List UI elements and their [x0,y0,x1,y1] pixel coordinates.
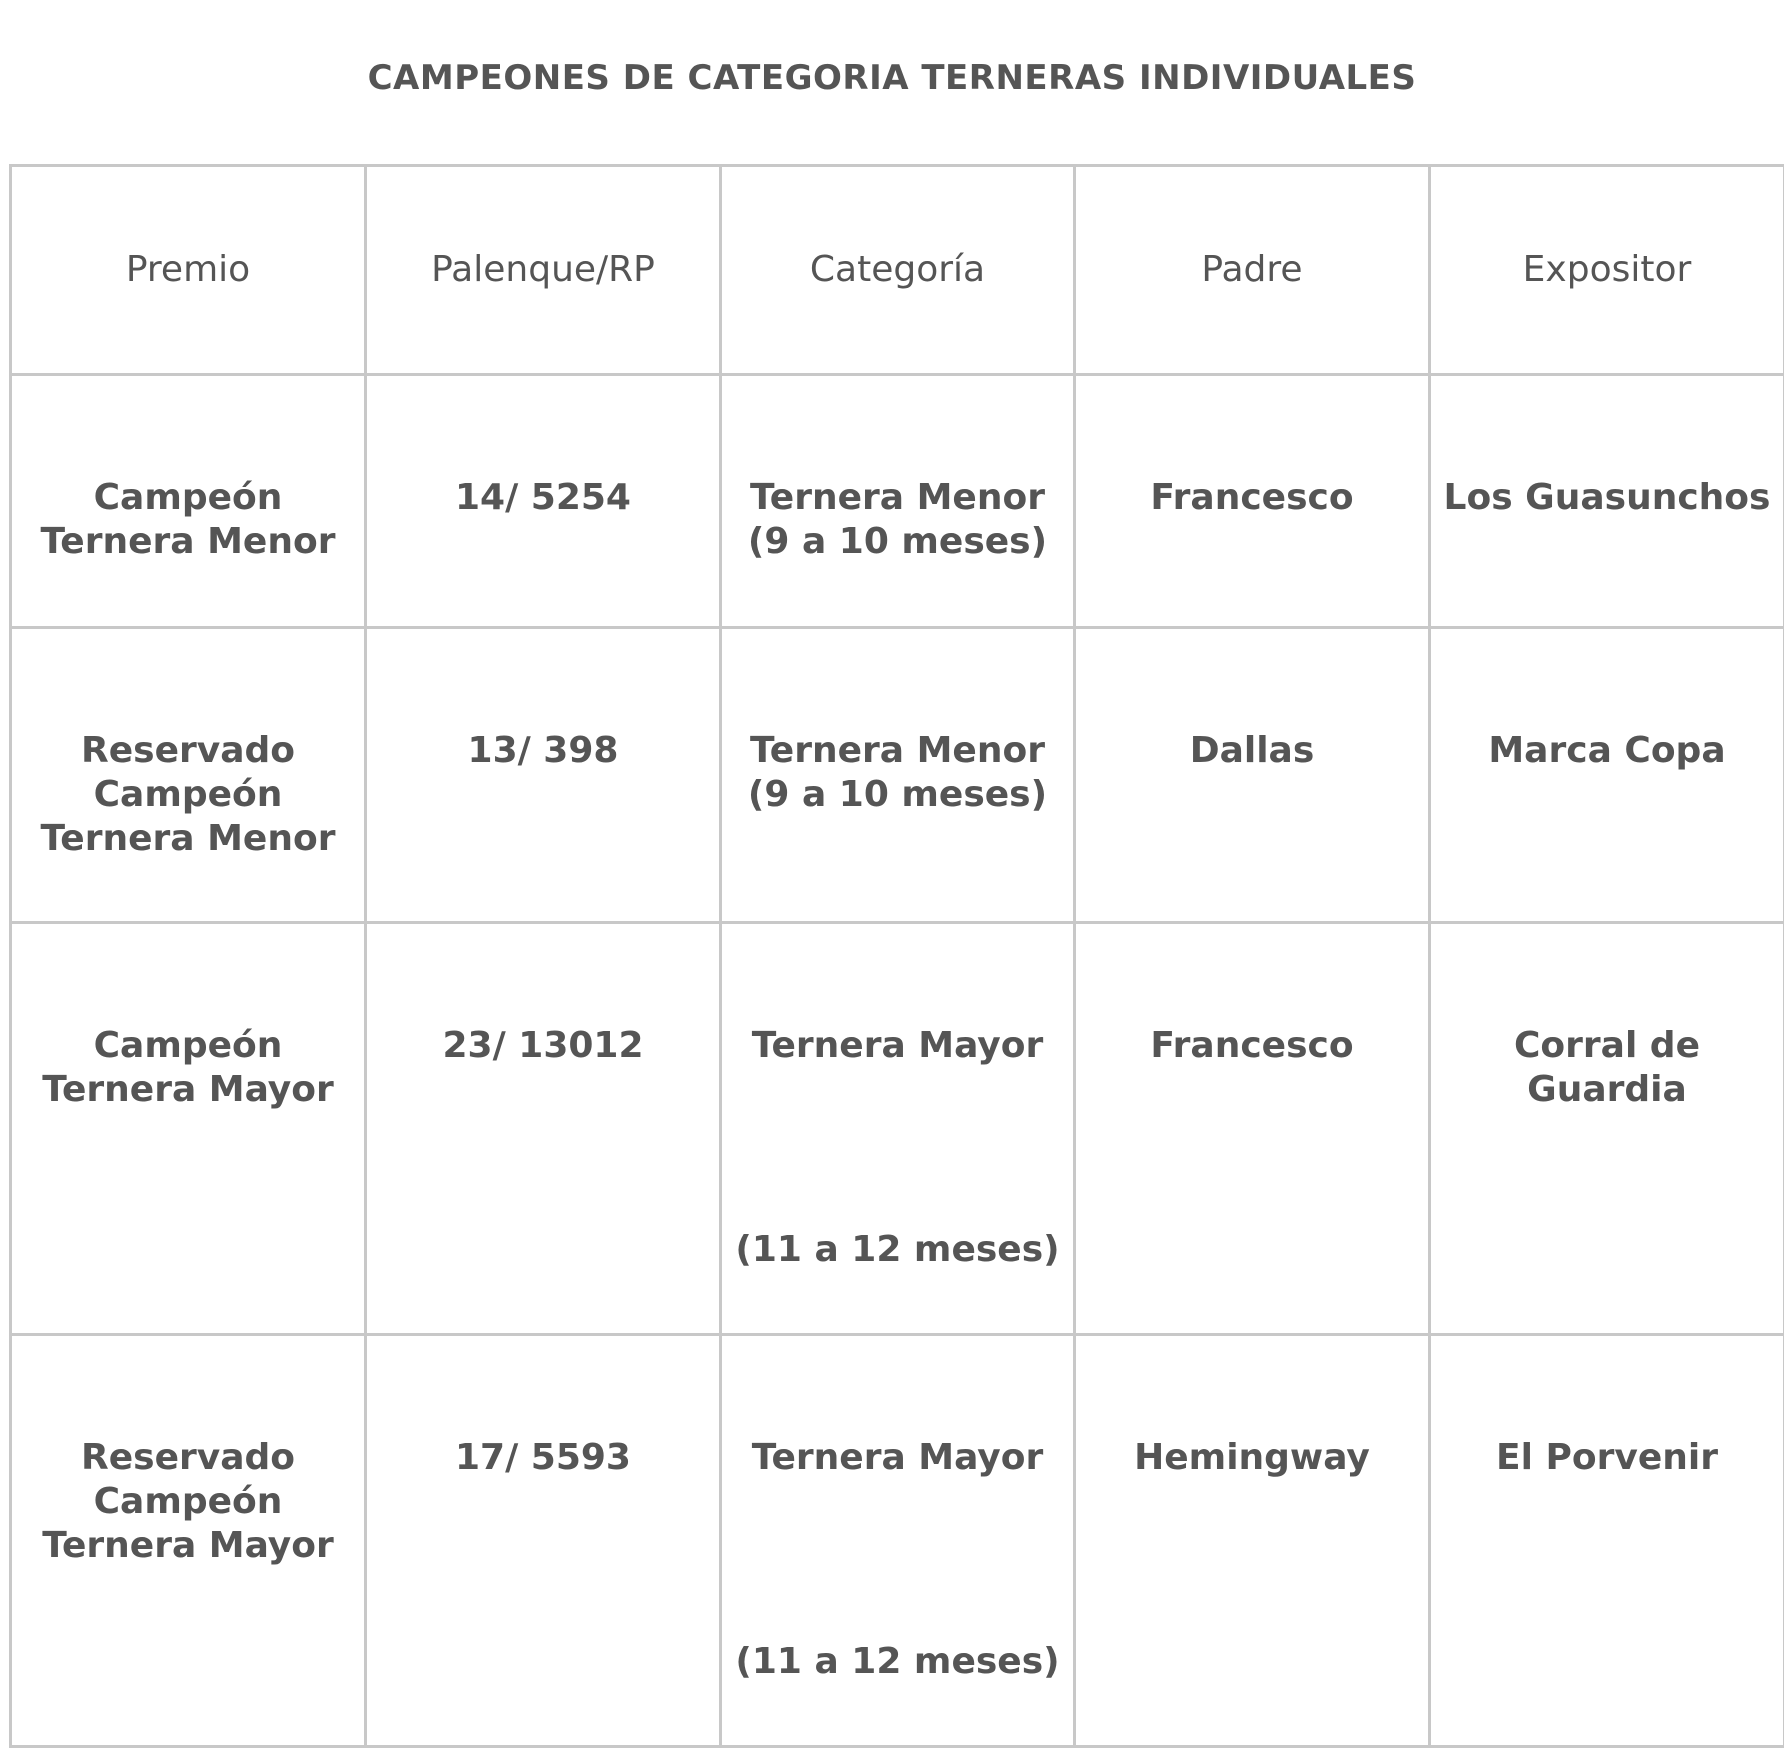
padre-value: Francesco [1150,1025,1354,1066]
cell-expositor [1430,628,1784,923]
categoria-line: Ternera Mayor [751,1025,1044,1066]
table-row [11,1335,1784,1747]
categoria-line: (11 a 12 meses) [735,1641,1060,1682]
cell-palenque [366,375,721,628]
cell-categoria [721,1335,1075,1747]
premio-line: Campeón [93,1481,283,1522]
palenque-value: 13/ 398 [467,730,619,771]
cell-categoria [721,923,1075,1335]
header-premio: Premio [11,166,366,375]
cell-expositor [1430,375,1784,628]
table-row [11,375,1784,628]
categoria-line: Ternera Mayor [751,1437,1044,1478]
palenque-value: 17/ 5593 [455,1437,631,1478]
cell-premio [11,1335,366,1747]
categoria-line: (9 a 10 meses) [747,521,1048,562]
padre-value: Hemingway [1134,1437,1370,1478]
page-title: CAMPEONES DE CATEGORIA TERNERAS INDIVIDUALES [367,58,1417,98]
premio-line: Campeón [93,1025,283,1066]
expositor-line: El Porvenir [1496,1437,1718,1478]
cell-premio [11,628,366,923]
expositor-line: Guardia [1527,1069,1687,1110]
premio-line: Ternera Mayor [42,1525,334,1566]
cell-premio [11,375,366,628]
cell-palenque [366,628,721,923]
cell-premio [11,923,366,1335]
categoria-line: (11 a 12 meses) [735,1229,1060,1270]
header-expositor: Expositor [1430,166,1784,375]
cell-expositor [1430,1335,1784,1747]
expositor-line: Marca Copa [1488,730,1726,771]
categoria-line: Ternera Menor [750,730,1045,771]
premio-line: Reservado [81,730,295,771]
cell-padre [1075,375,1430,628]
cell-padre [1075,923,1430,1335]
cell-padre [1075,1335,1430,1747]
header-palenque: Palenque/RP [366,166,721,375]
cell-expositor [1430,923,1784,1335]
categoria-line: Ternera Menor [750,477,1045,518]
padre-value: Dallas [1189,730,1315,771]
palenque-value: 14/ 5254 [455,477,631,518]
expositor-line: Los Guasunchos [1443,477,1771,518]
padre-value: Francesco [1150,477,1354,518]
cell-palenque [366,1335,721,1747]
cell-categoria [721,628,1075,923]
palenque-value: 23/ 13012 [442,1025,644,1066]
table-row [11,923,1784,1335]
cell-padre [1075,628,1430,923]
expositor-line: Corral de [1513,1025,1700,1066]
cell-categoria [721,375,1075,628]
table-header-row [11,166,1784,375]
header-categoria: Categoría [721,166,1075,375]
premio-line: Ternera Menor [40,521,336,562]
cell-palenque [366,923,721,1335]
table-row [11,628,1784,923]
premio-line: Campeón [93,774,283,815]
premio-line: Ternera Mayor [42,1069,334,1110]
results-table [9,164,1784,1748]
categoria-line: (9 a 10 meses) [747,774,1048,815]
premio-line: Reservado [81,1437,295,1478]
premio-line: Ternera Menor [40,818,336,859]
premio-line: Campeón [93,477,283,518]
header-padre: Padre [1075,166,1430,375]
